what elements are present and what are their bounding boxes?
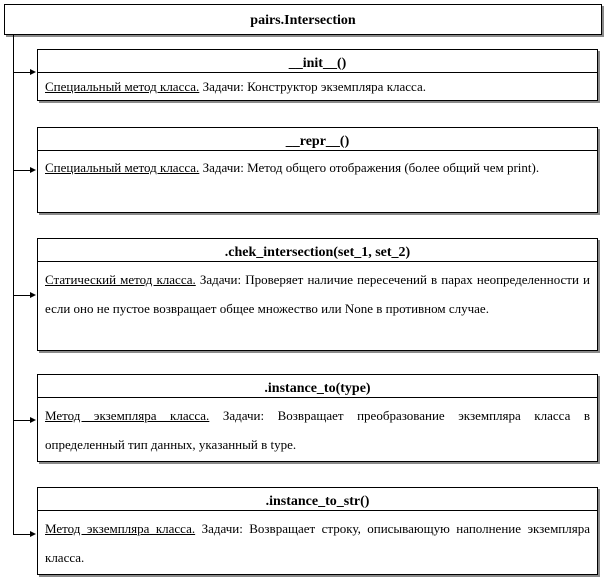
method-name: .instance_to(type) — [38, 375, 597, 398]
arrowhead-icon — [30, 167, 36, 173]
method-task: Задачи: Конструктор экземпляра класса. — [202, 79, 426, 94]
method-description — [45, 398, 590, 459]
method-box-repr — [37, 127, 598, 213]
connector-arrow — [13, 534, 31, 535]
method-box-instance-to-str — [37, 487, 598, 575]
method-task: Задачи: Возвращает преобразование экземпляра класса в определенный тип данных, указанный в type. — [45, 408, 591, 452]
method-kind: Статический метод класса. — [45, 272, 196, 287]
class-box — [4, 4, 602, 35]
connector-arrow — [13, 295, 31, 296]
method-name: .chek_intersection(set_1, set_2) — [38, 239, 597, 262]
method-kind: Специальный метод класса. — [45, 160, 200, 175]
method-kind: Специальный метод класса. — [45, 79, 200, 94]
method-name: __init__() — [38, 50, 597, 73]
method-task: Задачи: Возвращает строку, описывающую наполнение экземпляра класса. — [45, 521, 590, 565]
arrowhead-icon — [30, 531, 36, 537]
connector-arrow — [13, 420, 31, 421]
arrowhead-icon — [30, 69, 36, 75]
connector-arrow — [13, 170, 31, 171]
method-description — [45, 262, 590, 323]
method-task: Задачи: Проверяет наличие пересечений в парах неопределенности и если оно не пустое возвращает общее множество или None в противном случае. — [45, 272, 590, 316]
method-description — [45, 151, 590, 182]
method-description — [45, 511, 590, 572]
class-title: pairs.Intersection — [250, 13, 356, 28]
method-kind: Метод экземпляра класса. — [45, 408, 210, 423]
arrowhead-icon — [30, 417, 36, 423]
method-name: __repr__() — [38, 128, 597, 151]
connector-spine — [13, 35, 14, 535]
method-name: .instance_to_str() — [38, 488, 597, 511]
arrowhead-icon — [30, 292, 36, 298]
method-box-chek-intersection — [37, 238, 598, 351]
method-box-instance-to — [37, 374, 598, 462]
method-description — [45, 73, 590, 98]
connector-arrow — [13, 72, 31, 73]
method-kind: Метод экземпляра класса. — [45, 521, 196, 536]
method-task: Задачи: Метод общего отображения (более общий чем print). — [202, 160, 540, 175]
method-box-init — [37, 49, 598, 101]
